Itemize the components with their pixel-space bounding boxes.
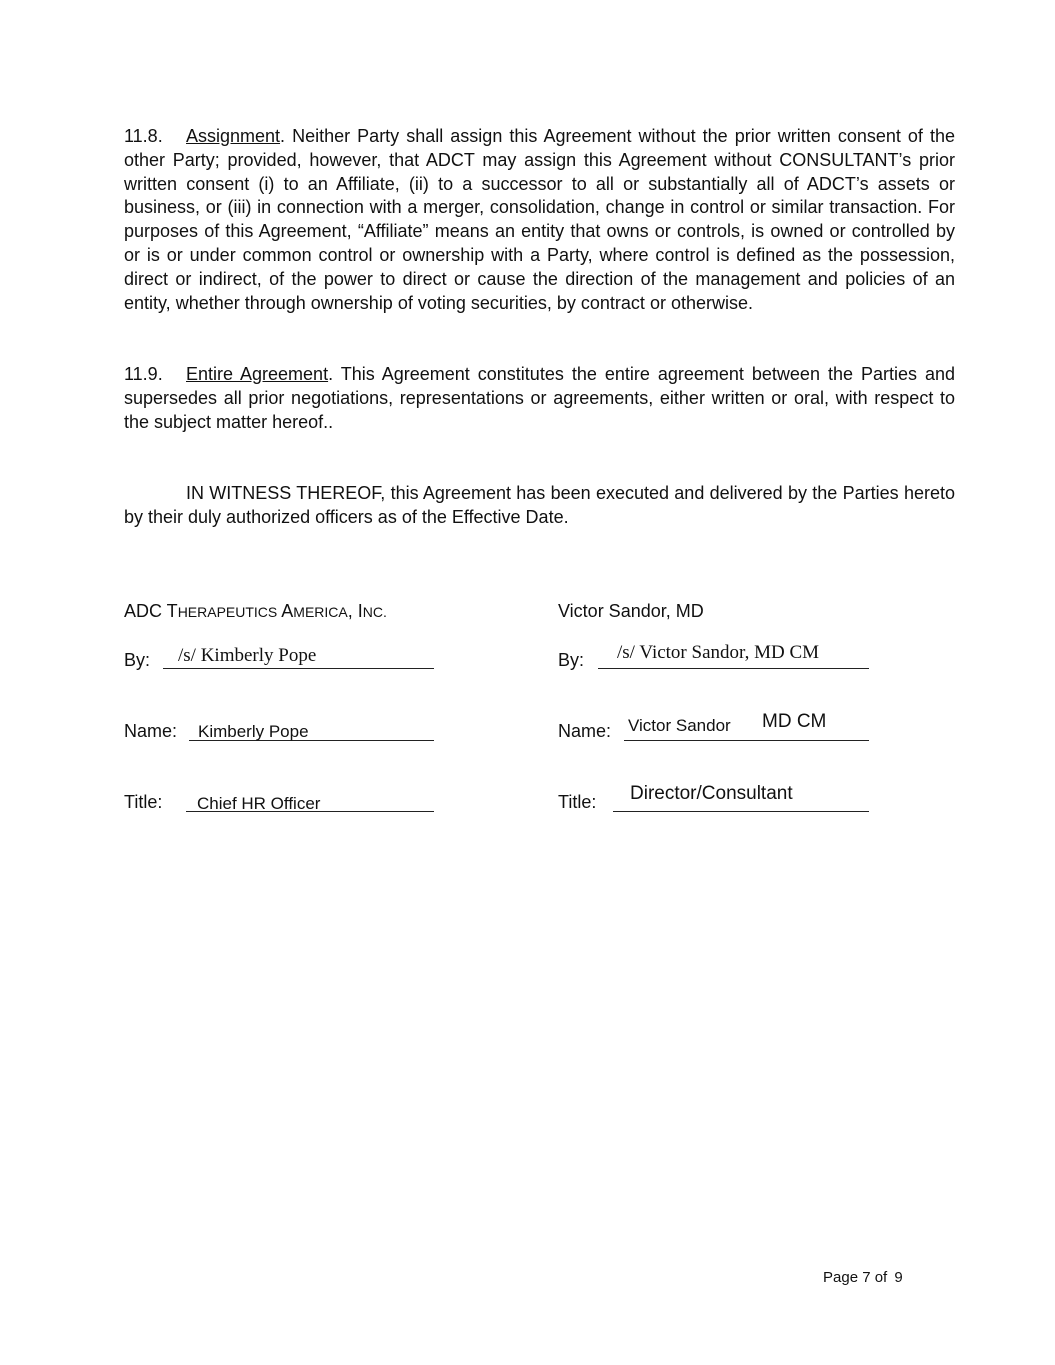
section-heading: Entire Agreement [186,364,329,384]
party-name-part: HERAPEUTICS [177,604,278,620]
party-name-part: , I [347,601,363,621]
title-label: Title: [558,792,597,812]
name-value: Victor Sandor [628,716,731,735]
by-label: By: [558,650,585,670]
name-value: Kimberly Pope [198,722,309,741]
signature-line [163,668,434,669]
party-name-adc [124,601,387,622]
section-assignment [124,125,955,315]
section-number: 11.9. [124,364,163,384]
page-footer [823,1269,906,1286]
name-label: Name: [558,721,612,741]
section-text: . Neither Party shall assign this Agreement without the prior written consent of the other Party; provided, however, that ADCT may assign this Agreement without CONSULTANT’s prior written consent (i) to an Affiliate, (ii) to a successor to all or substantially all of ADCT’s assets or business, or (iii) in connection with a merger, consolidation, change in control or similar transaction. For purposes of this Agreement, “Affiliate” means an entity that owns or controls, is owned or controlled by or is or under common control or ownership with a Party, where control is defined as the possession, direct or indirect, of the power to direct or cause the direction of the management and policies of an entity, whether through ownership of voting securities, by contract or otherwise. [124,126,955,313]
name-label: Name: [124,721,178,741]
title-line [613,811,869,812]
signature-value: /s/ Kimberly Pope [178,645,317,666]
section-text: . This Agreement constitutes the entire agreement between the Parties and supersedes all prior negotiations, representations or agreements, either written or oral, with respect to the subject matter hereof.. [124,364,956,432]
party-name-part: MERICA [293,604,348,620]
party-name-sandor: Victor Sandor, MD [558,601,704,621]
party-name-part: NC. [362,604,387,620]
by-label: By: [124,650,151,670]
page-label: Page 7 of [823,1269,888,1286]
section-number: 11.8. [124,126,163,146]
name-suffix: MD CM [762,711,827,732]
party-name-part: A [277,601,294,621]
title-value: Director/Consultant [630,783,793,804]
section-entire-agreement [124,363,955,434]
title-value: Chief HR Officer [197,794,321,813]
title-label: Title: [124,792,163,812]
signature-value: /s/ Victor Sandor, MD CM [617,642,820,663]
section-heading: Assignment [186,126,281,146]
page-total: 9 [894,1269,903,1286]
party-name-part: ADC T [124,601,178,621]
name-line [624,740,869,741]
signature-line [598,668,869,669]
witness-paragraph: IN WITNESS THEREOF, this Agreement has been executed and delivered by the Parties hereto by their duly authorized officers as of the Effective Date. [124,483,955,527]
